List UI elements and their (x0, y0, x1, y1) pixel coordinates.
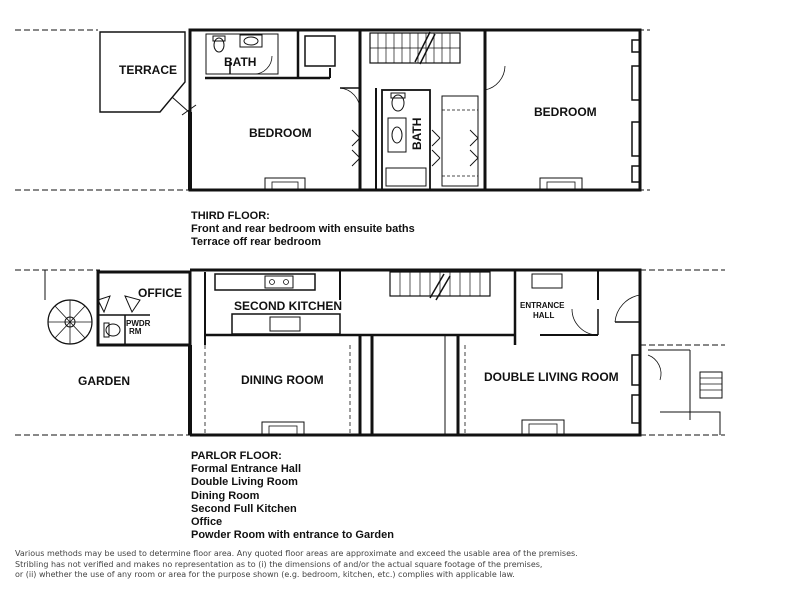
living-room-fireplace (522, 420, 564, 435)
label-entrance: ENTRANCE (520, 301, 565, 310)
parlor-floor-caption-title: PARLOR FLOOR: (191, 450, 282, 462)
label-terrace: TERRACE (119, 63, 178, 77)
parlor-floor-caption-line: Double Living Room (191, 476, 298, 489)
label-rm: RM (129, 327, 142, 336)
toilet-center-bath (392, 95, 404, 111)
toilet-powder-room (106, 324, 120, 336)
dining-room-fireplace (262, 422, 304, 435)
parlor-floor-caption-line: Dining Room (191, 489, 260, 502)
parlor-floor-caption-line: Powder Room with entrance to Garden (191, 529, 394, 542)
third-floor-caption-line: Terrace off rear bedroom (191, 236, 322, 249)
front-bedroom-fireplace (540, 178, 582, 190)
toilet-rear-bath (214, 38, 224, 52)
label-rear-bedroom: BEDROOM (249, 126, 312, 140)
front-entry-door (615, 295, 640, 322)
label-center-bath: BATH (410, 117, 424, 150)
third-floor-caption (191, 210, 415, 250)
label-pwdr: PWDR (126, 319, 151, 328)
disclaimer-line: Stribling has not verified and makes no representation as to (i) the dimensions of and/or the actual square footage of the premises, (15, 559, 543, 569)
disclaimer-line: or (ii) whether the use of any room or area for the purpose shown (e.g. bedroom, kitchen, etc.) complies with applicable law. (15, 570, 515, 579)
label-garden: GARDEN (78, 374, 131, 388)
third-floor-caption-title: THIRD FLOOR: (191, 210, 270, 222)
parlor-floor-caption-line: Second Full Kitchen (191, 502, 297, 515)
label-office: OFFICE (138, 286, 182, 300)
disclaimer-line: Various methods may be used to determine floor area. Any quoted floor areas are approximate and exceed the usable area of the premises. (15, 549, 578, 558)
label-front-bedroom: BEDROOM (534, 105, 597, 119)
parlor-floor-plan (15, 270, 725, 435)
parlor-floor-caption-line: Formal Entrance Hall (191, 463, 302, 476)
label-second-kitchen: SECOND KITCHEN (234, 299, 343, 313)
label-hall: HALL (533, 311, 555, 320)
legal-disclaimer (15, 549, 795, 581)
label-dining-room: DINING ROOM (241, 373, 324, 387)
parlor-floor-caption (191, 450, 394, 542)
rear-bedroom-fireplace (265, 178, 305, 190)
office-extension (98, 272, 190, 345)
parlor-floor-caption-line: Office (191, 516, 223, 529)
label-rear-bath: BATH (224, 55, 257, 69)
parlor-floor-outer-wall (190, 270, 640, 435)
label-double-living-room: DOUBLE LIVING ROOM (484, 370, 619, 384)
third-floor-caption-line: Front and rear bedroom with ensuite baths (191, 223, 415, 236)
